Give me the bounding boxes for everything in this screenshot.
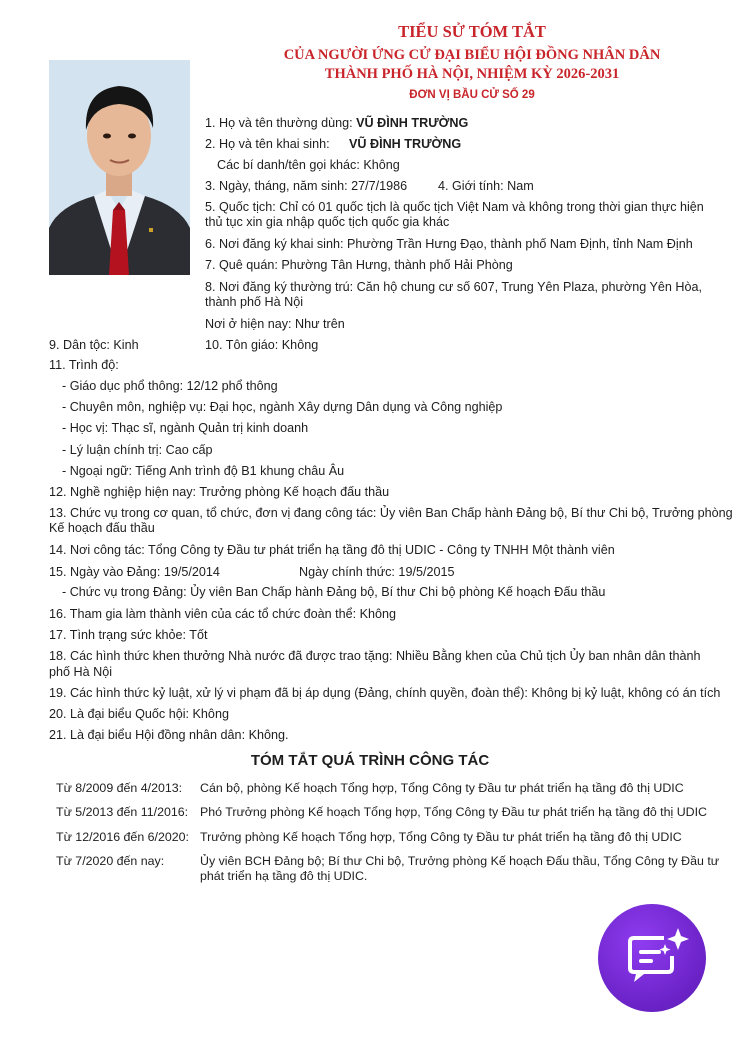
document-term: THÀNH PHỐ HÀ NỘI, NHIỆM KỲ 2026-2031 bbox=[324, 66, 620, 82]
field-birth-name-value: VŨ ĐÌNH TRƯỜNG bbox=[349, 137, 462, 151]
field-residence-line1: 8. Nơi đăng ký thường trú: Căn hộ chung cư số 607, Trung Yên Plaza, phường Yên Hòa, bbox=[205, 280, 702, 294]
field-common-name bbox=[205, 116, 468, 131]
work-period: Từ 8/2009 đến 4/2013: bbox=[56, 781, 183, 795]
ai-chat-sparkle-icon bbox=[598, 904, 706, 1012]
candidate-portrait bbox=[49, 60, 190, 275]
document-title: TIỂU SỬ TÓM TẮT bbox=[398, 22, 546, 41]
field-awards-line2: phố Hà Nội bbox=[49, 665, 113, 679]
field-ethnicity: 9. Dân tộc: Kinh bbox=[49, 338, 139, 352]
work-description: Cán bộ, phòng Kế hoạch Tổng hợp, Tổng Công ty Đầu tư phát triển hạ tầng đô thị UDIC bbox=[200, 781, 684, 795]
field-position-line1: 13. Chức vụ trong cơ quan, tổ chức, đơn vị đang công tác: Ủy viên Ban Chấp hành Đảng bộ, Bí thư Chi bộ, Trưởng phòng bbox=[49, 506, 733, 520]
field-peoples-council: 21. Là đại biểu Hội đồng nhân dân: Không. bbox=[49, 728, 289, 742]
field-hometown: 7. Quê quán: Phường Tân Hưng, thành phố Hải Phòng bbox=[205, 258, 513, 272]
electoral-unit: ĐƠN VỊ BẦU CỬ SỐ 29 bbox=[409, 89, 535, 101]
ai-chat-button[interactable] bbox=[598, 904, 706, 1012]
field-workplace: 14. Nơi công tác: Tổng Công ty Đầu tư phát triển hạ tầng đô thị UDIC - Công ty TNHH Một thành viên bbox=[49, 543, 615, 557]
field-gender: 4. Giới tính: Nam bbox=[438, 179, 534, 193]
education-foreign-language: - Ngoại ngữ: Tiếng Anh trình độ B1 khung châu Âu bbox=[62, 464, 345, 478]
work-period: Từ 5/2013 đến 11/2016: bbox=[56, 805, 189, 819]
education-general: - Giáo dục phổ thông: 12/12 phổ thông bbox=[62, 379, 278, 393]
work-description: Ủy viên BCH Đảng bộ; Bí thư Chi bộ, Trưởng phòng Kế hoạch Đấu thầu, Tổng Công ty Đầu tư bbox=[200, 854, 720, 868]
field-awards-line1: 18. Các hình thức khen thưởng Nhà nước đã được trao tặng: Nhiều Bằng khen của Chủ tịch Ủy ban nhân dân thành bbox=[49, 649, 701, 663]
work-history-title: TÓM TẮT QUÁ TRÌNH CÔNG TÁC bbox=[250, 752, 490, 769]
field-nationality-line2: thủ tục xin gia nhập quốc tịch quốc gia khác bbox=[205, 215, 450, 229]
education-degree: - Học vị: Thạc sĩ, ngành Quản trị kinh doanh bbox=[62, 421, 309, 435]
field-residence-line2: thành phố Hà Nội bbox=[205, 295, 304, 309]
field-discipline: 19. Các hình thức kỷ luật, xử lý vi phạm đã bị áp dụng (Đảng, chính quyền, đoàn thể): Không bị kỷ luật, không có án tích bbox=[49, 686, 721, 700]
field-party-role: - Chức vụ trong Đảng: Ủy viên Ban Chấp hành Đảng bộ, Bí thư Chi bộ phòng Kế hoạch Đấu thầu bbox=[62, 585, 606, 599]
portrait-illustration bbox=[49, 60, 190, 275]
field-national-assembly: 20. Là đại biểu Quốc hội: Không bbox=[49, 707, 229, 721]
education-professional: - Chuyên môn, nghiệp vụ: Đại học, ngành Xây dựng Dân dụng và Công nghiệp bbox=[62, 400, 503, 414]
field-occupation: 12. Nghề nghiệp hiện nay: Trưởng phòng Kế hoạch đấu thầu bbox=[49, 485, 390, 499]
field-party-join-date: 15. Ngày vào Đảng: 19/5/2014 bbox=[49, 565, 220, 579]
field-education-heading: 11. Trình độ: bbox=[49, 358, 119, 372]
work-period: Từ 12/2016 đến 6/2020: bbox=[56, 830, 189, 844]
document-subtitle: CỦA NGƯỜI ỨNG CỬ ĐẠI BIỂU HỘI ĐỒNG NHÂN DÂN bbox=[283, 47, 661, 63]
work-period: Từ 7/2020 đến nay: bbox=[56, 854, 165, 868]
field-current-address: Nơi ở hiện nay: Như trên bbox=[205, 317, 345, 331]
field-nationality-line1: 5. Quốc tịch: Chỉ có 01 quốc tịch là quốc tịch Việt Nam và không trong thời gian thực hiện bbox=[205, 200, 704, 214]
work-description-cont: phát triển hạ tầng đô thị UDIC. bbox=[200, 869, 368, 883]
field-alias: Các bí danh/tên gọi khác: Không bbox=[217, 158, 400, 172]
field-organizations: 16. Tham gia làm thành viên của các tổ chức đoàn thể: Không bbox=[49, 607, 397, 621]
field-position-line2: Kế hoạch đấu thầu bbox=[49, 521, 155, 535]
field-label: 1. Họ và tên thường dùng: bbox=[205, 116, 357, 130]
field-religion: 10. Tôn giáo: Không bbox=[205, 338, 319, 352]
field-party-official-date: Ngày chính thức: 19/5/2015 bbox=[299, 565, 455, 579]
field-birth-registration: 6. Nơi đăng ký khai sinh: Phường Trần Hưng Đạo, thành phố Nam Định, tỉnh Nam Định bbox=[205, 237, 693, 251]
field-birth-date: 3. Ngày, tháng, năm sinh: 27/7/1986 bbox=[205, 179, 408, 193]
work-description: Trưởng phòng Kế hoạch Tổng hợp, Tổng Công ty Đầu tư phát triển hạ tầng đô thị UDIC bbox=[200, 830, 682, 844]
field-value: VŨ ĐÌNH TRƯỜNG bbox=[356, 116, 469, 130]
education-political-theory: - Lý luận chính trị: Cao cấp bbox=[62, 443, 213, 457]
work-description: Phó Trưởng phòng Kế hoạch Tổng hợp, Tổng Công ty Đầu tư phát triển hạ tầng đô thị UDIC bbox=[200, 805, 707, 819]
field-birth-name-label: 2. Họ và tên khai sinh: bbox=[205, 137, 330, 151]
field-health: 17. Tình trạng sức khỏe: Tốt bbox=[49, 628, 208, 642]
